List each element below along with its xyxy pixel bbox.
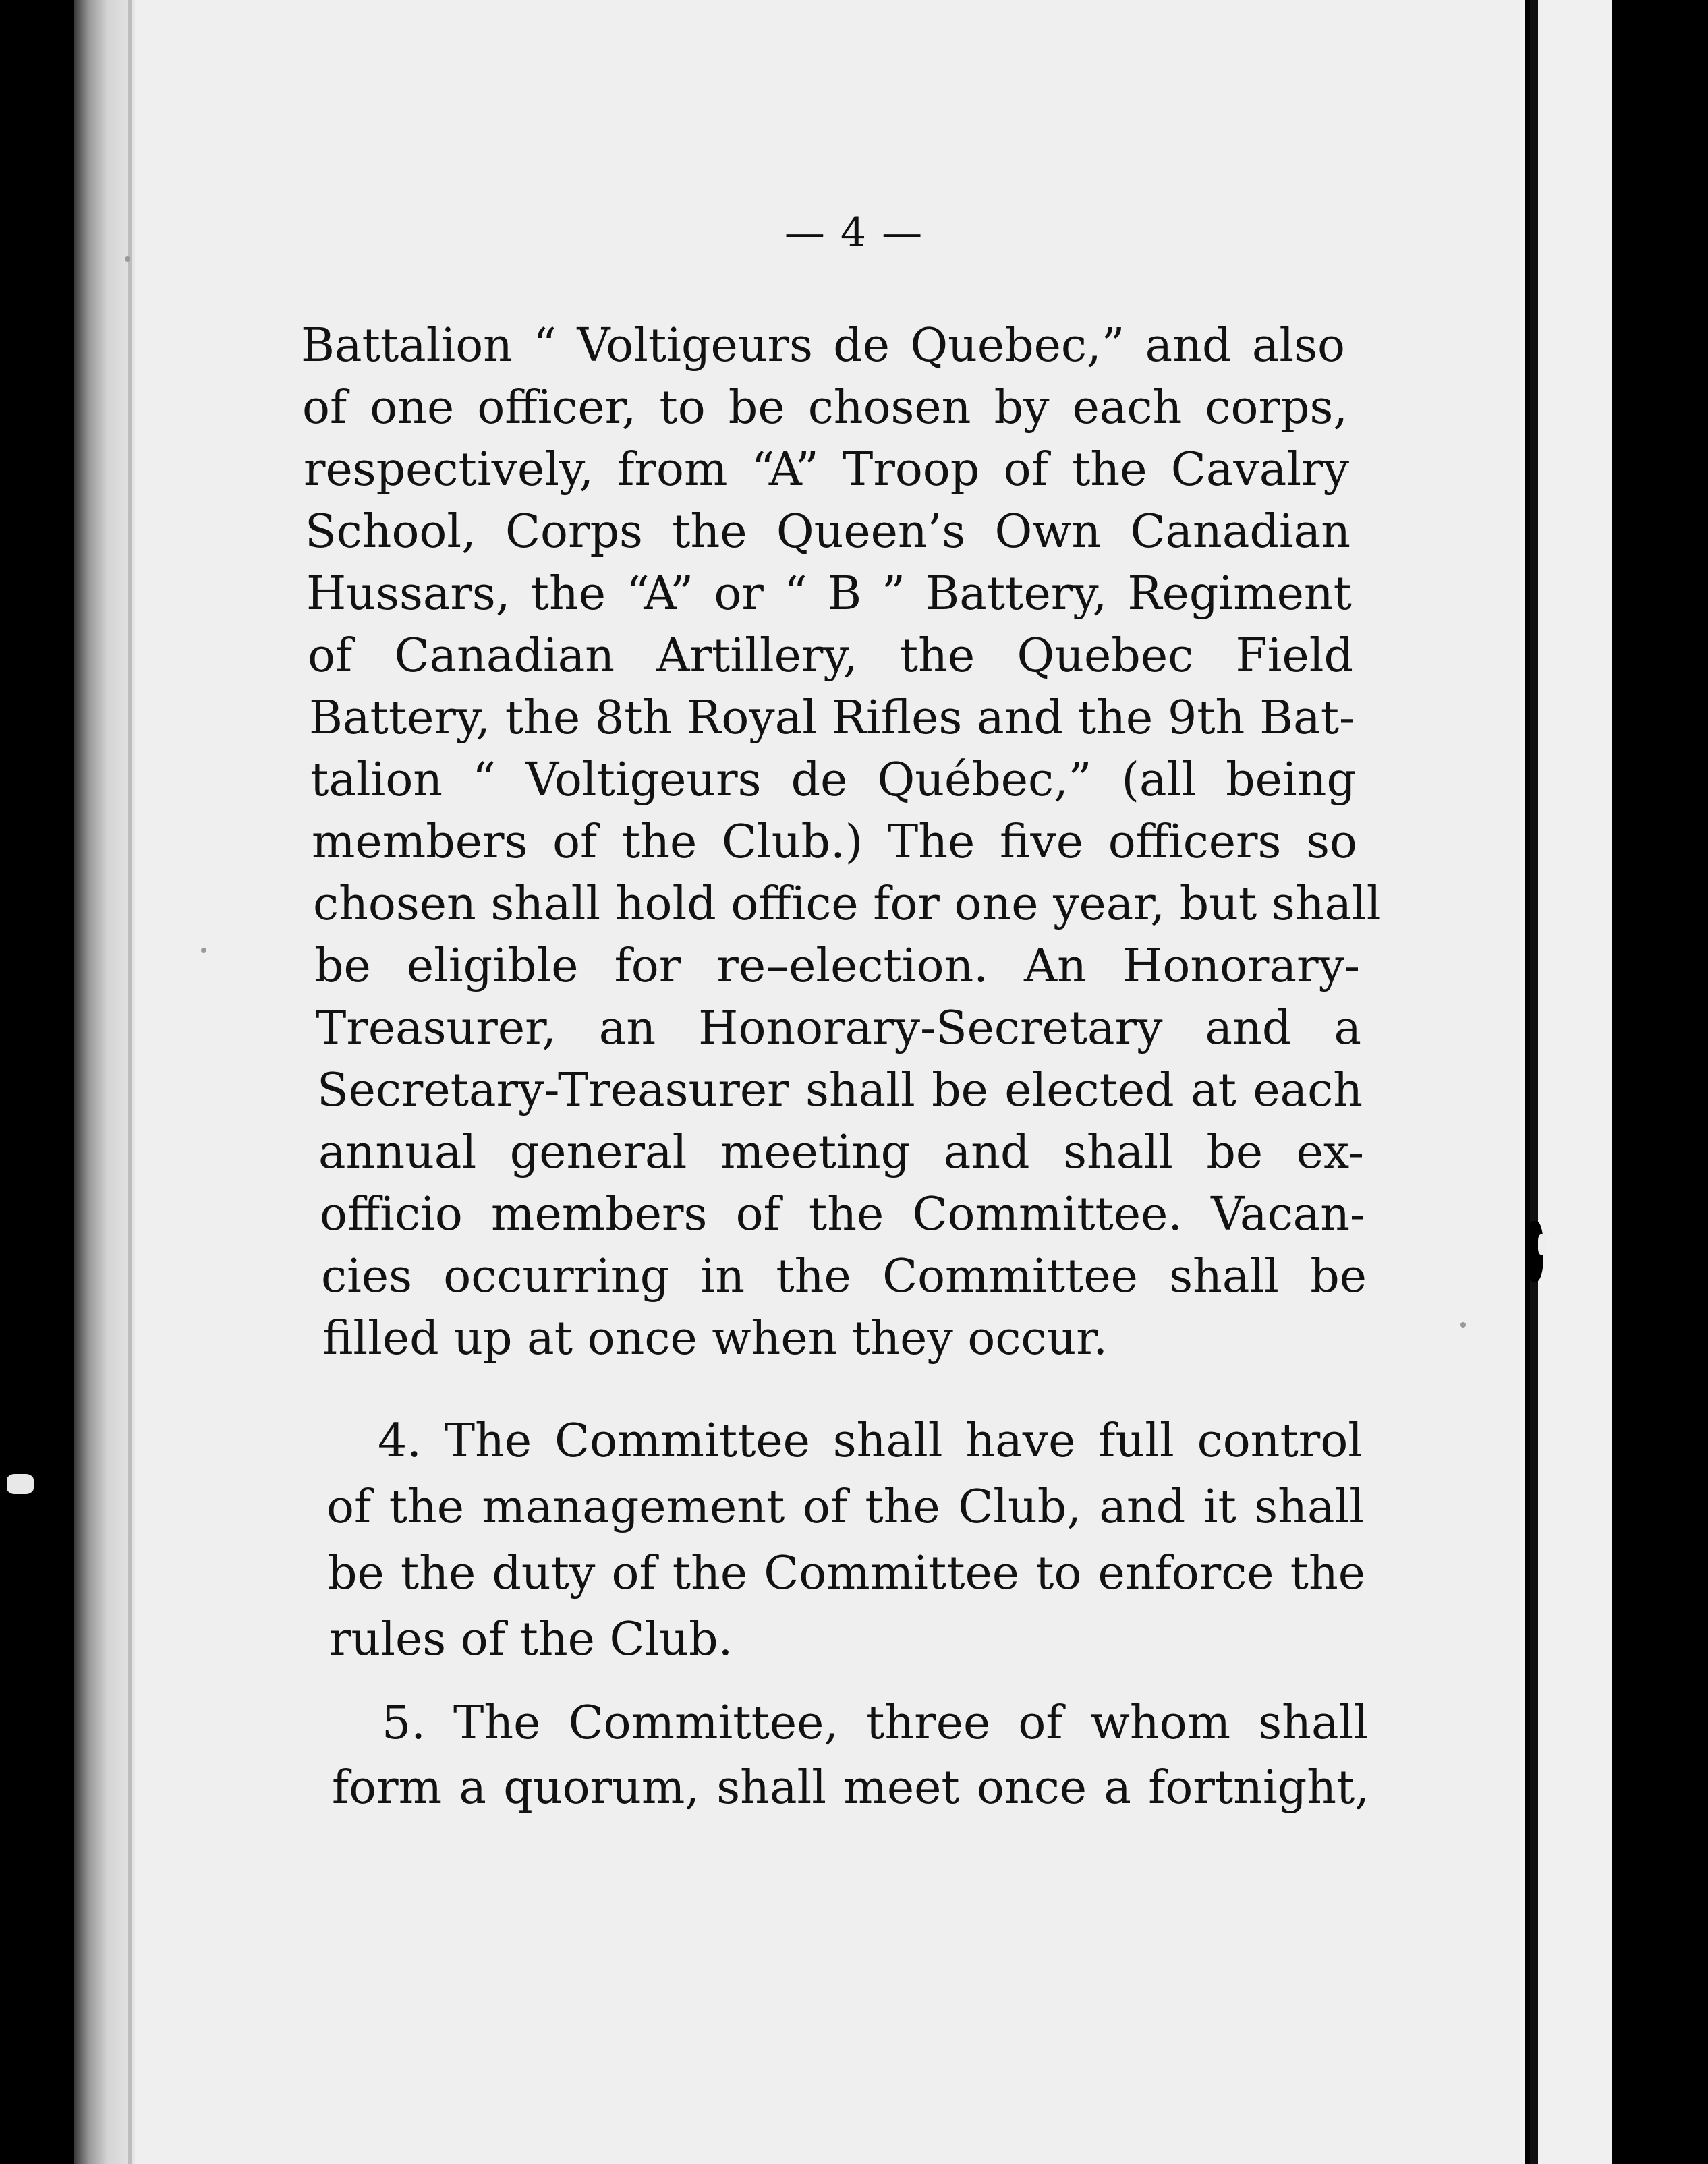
body-line: Hussars, the “A” or “ B ” Battery, Regiment [306, 567, 1352, 621]
body-line: chosen shall hold office for one year, but shall [313, 878, 1382, 931]
body-line: annual general meeting and shall be ex- [318, 1126, 1364, 1179]
body-line: rules of the Club. [329, 1613, 733, 1666]
page-number: — 4 — [784, 209, 924, 256]
body-line: talion “ Voltigeurs de Québec,” (all being [310, 753, 1356, 807]
body-line: Secretary-Treasurer shall be elected at each [317, 1064, 1363, 1117]
body-line: of the management of the Club, and it shall [326, 1481, 1364, 1534]
body-line: of one officer, to be chosen by each corps, [302, 381, 1348, 434]
adjacent-page-strip [1538, 0, 1612, 2164]
body-line: form a quorum, shall meet once a fortnight, [332, 1761, 1369, 1815]
body-line: Battery, the 8th Royal Rifles and the 9th Bat- [309, 691, 1355, 745]
body-line: 5. The Committee, three of whom shall [382, 1697, 1368, 1750]
body-line: filled up at once when they occur. [322, 1312, 1108, 1365]
scan-speck [201, 948, 206, 953]
scan-speck [1460, 1322, 1466, 1328]
body-line: 4. The Committee shall have full control [378, 1415, 1363, 1468]
body-line: respectively, from “A” Troop of the Cavalry [304, 443, 1349, 496]
body-line: of Canadian Artillery, the Quebec Field [308, 629, 1353, 683]
scan-speck [125, 256, 130, 262]
body-line: be eligible for re–election. An Honorary- [314, 940, 1360, 993]
body-line: cies occurring in the Committee shall be [321, 1250, 1367, 1303]
page-left-edge-shadow [74, 0, 135, 2164]
body-line: Treasurer, an Honorary-Secretary and a [316, 1002, 1361, 1055]
body-line: School, Corps the Queen’s Own Canadian [305, 505, 1350, 559]
body-line: officio members of the Committee. Vacan- [320, 1188, 1365, 1241]
body-line: members of the Club.) The five officers so [312, 816, 1357, 869]
page-left-edge-line [128, 0, 132, 2164]
page-right-border [1530, 0, 1538, 2164]
body-line: Battalion “ Voltigeurs de Quebec,” and also [301, 319, 1345, 372]
binding-thread [1538, 1234, 1547, 1255]
body-line: be the duty of the Committee to enforce the [328, 1547, 1365, 1600]
scan-background-right [1612, 0, 1708, 2164]
scan-artifact [7, 1474, 34, 1494]
